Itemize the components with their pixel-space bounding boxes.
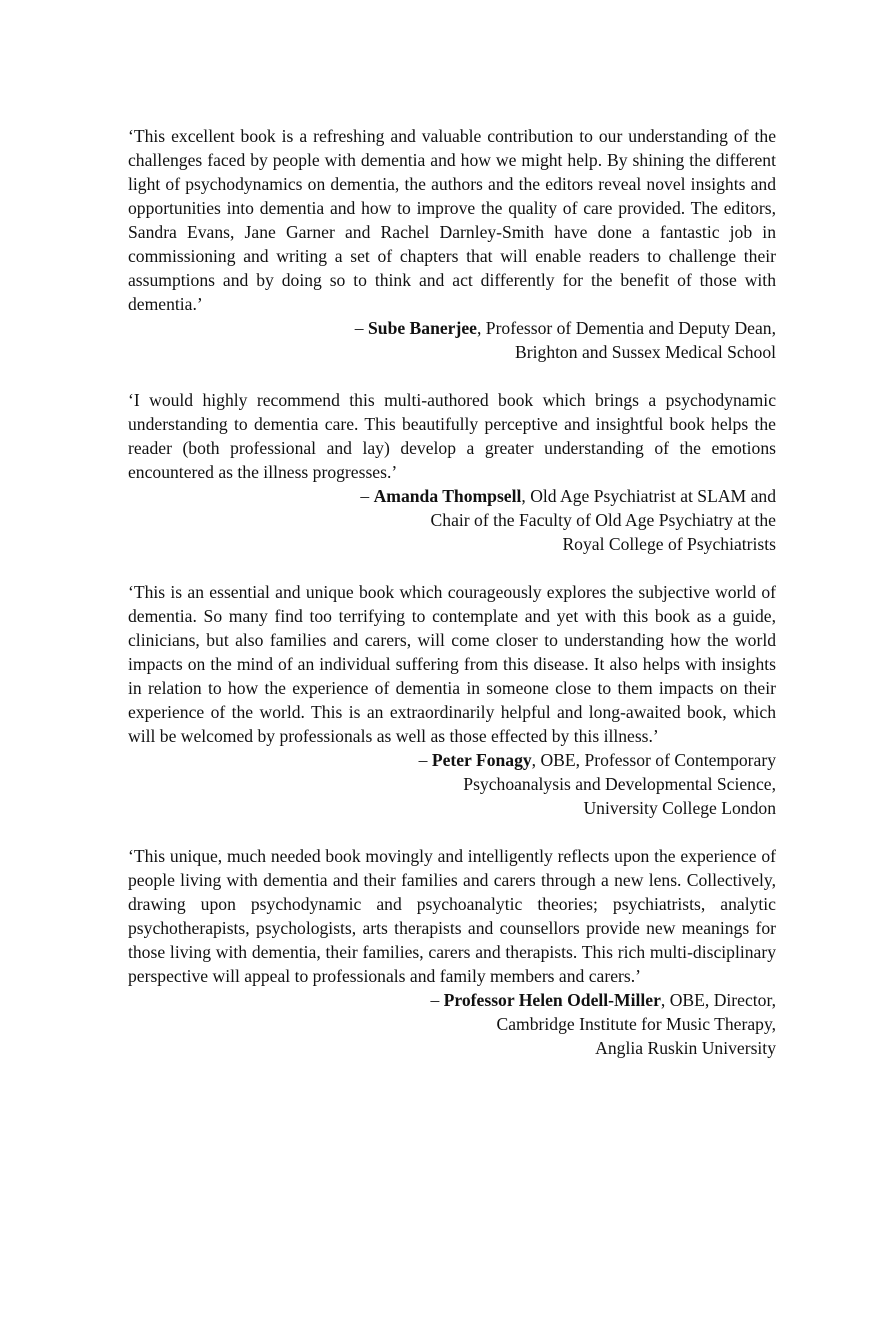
attribution-line-3: Royal College of Psychiatrists bbox=[562, 534, 776, 554]
attribution-line-2: Cambridge Institute for Music Therapy, bbox=[496, 1014, 776, 1034]
endorser-name: Peter Fonagy bbox=[431, 750, 532, 770]
endorsement-quote: ‘This is an essential and unique book which courageously explores the subjective world of dementia. So many find too terrifying to contemplate and yet with this book as a guide, clinicians, but also families and carers, will come closer to understanding how the world impacts on the mind of an individual suffering from this disease. It also helps with insights in relation to how the experience of dementia in someone close to them impacts on their experience of the world. This is an extraordinarily helpful and long-awaited book, which will be welcomed by professionals as well as those effected by this illness.’ bbox=[128, 582, 776, 746]
attribution-line-1 bbox=[128, 988, 776, 1012]
endorser-role: , OBE, Director, bbox=[660, 990, 776, 1010]
attribution-line-3: Anglia Ruskin University bbox=[595, 1038, 776, 1058]
attribution-dash: – bbox=[354, 318, 368, 338]
endorsement-attribution bbox=[128, 748, 776, 820]
endorsements-page bbox=[128, 124, 776, 1084]
attribution-line-3: University College London bbox=[583, 798, 776, 818]
endorser-role: , Old Age Psychiatrist at SLAM and bbox=[521, 486, 776, 506]
endorsement-attribution bbox=[128, 484, 776, 556]
attribution-dash: – bbox=[360, 486, 374, 506]
attribution-line-2: Chair of the Faculty of Old Age Psychiatry at the bbox=[430, 510, 776, 530]
endorsement-attribution bbox=[128, 988, 776, 1060]
endorsement-thompsell bbox=[128, 388, 776, 556]
endorsement-attribution bbox=[128, 316, 776, 364]
endorsement-quote: ‘This excellent book is a refreshing and valuable contribution to our understanding of the challenges faced by people with dementia and how we might help. By shining the different light of psychodynamics on dementia, the authors and the editors reveal novel insights and opportunities into dementia and how to improve the quality of care provided. The editors, Sandra Evans, Jane Garner and Rachel Darnley-Smith have done a fantastic job in commissioning and writing a set of chapters that will enable readers to challenge their assumptions and by doing so to think and act differently for the benefit of those with dementia.’ bbox=[128, 126, 776, 314]
attribution-line-1 bbox=[128, 748, 776, 772]
endorser-name: Amanda Thompsell bbox=[373, 486, 522, 506]
endorsement-odell-miller bbox=[128, 844, 776, 1060]
endorser-name: Professor Helen Odell-Miller bbox=[443, 990, 661, 1010]
endorsement-quote: ‘I would highly recommend this multi-authored book which brings a psychodynamic understanding to dementia care. This beautifully perceptive and insightful book helps the reader (both professional and lay) develop a greater understanding of the emotions encountered as the illness progresses.’ bbox=[128, 390, 776, 482]
endorsement-banerjee bbox=[128, 124, 776, 364]
attribution-line-2: Psychoanalysis and Developmental Science, bbox=[463, 774, 776, 794]
endorsement-fonagy bbox=[128, 580, 776, 820]
endorser-role: , Professor of Dementia and Deputy Dean, bbox=[476, 318, 776, 338]
endorsement-quote: ‘This unique, much needed book movingly and intelligently reflects upon the experience of people living with dementia and their families and carers through a new lens. Collectively, drawing upon psychodynamic and psychoanalytic theories; psychiatrists, analytic psychotherapists, psychologists, arts therapists and counsellors provide new meanings for those living with dementia, their families, carers and therapists. This rich multi-disciplinary perspective will appeal to professionals and family members and carers.’ bbox=[128, 846, 776, 986]
attribution-dash: – bbox=[430, 990, 444, 1010]
endorser-name: Sube Banerjee bbox=[368, 318, 477, 338]
attribution-line-2: Brighton and Sussex Medical School bbox=[515, 342, 776, 362]
endorser-role: , OBE, Professor of Contemporary bbox=[531, 750, 776, 770]
attribution-dash: – bbox=[418, 750, 432, 770]
attribution-line-1 bbox=[128, 484, 776, 508]
attribution-line-1 bbox=[128, 316, 776, 340]
